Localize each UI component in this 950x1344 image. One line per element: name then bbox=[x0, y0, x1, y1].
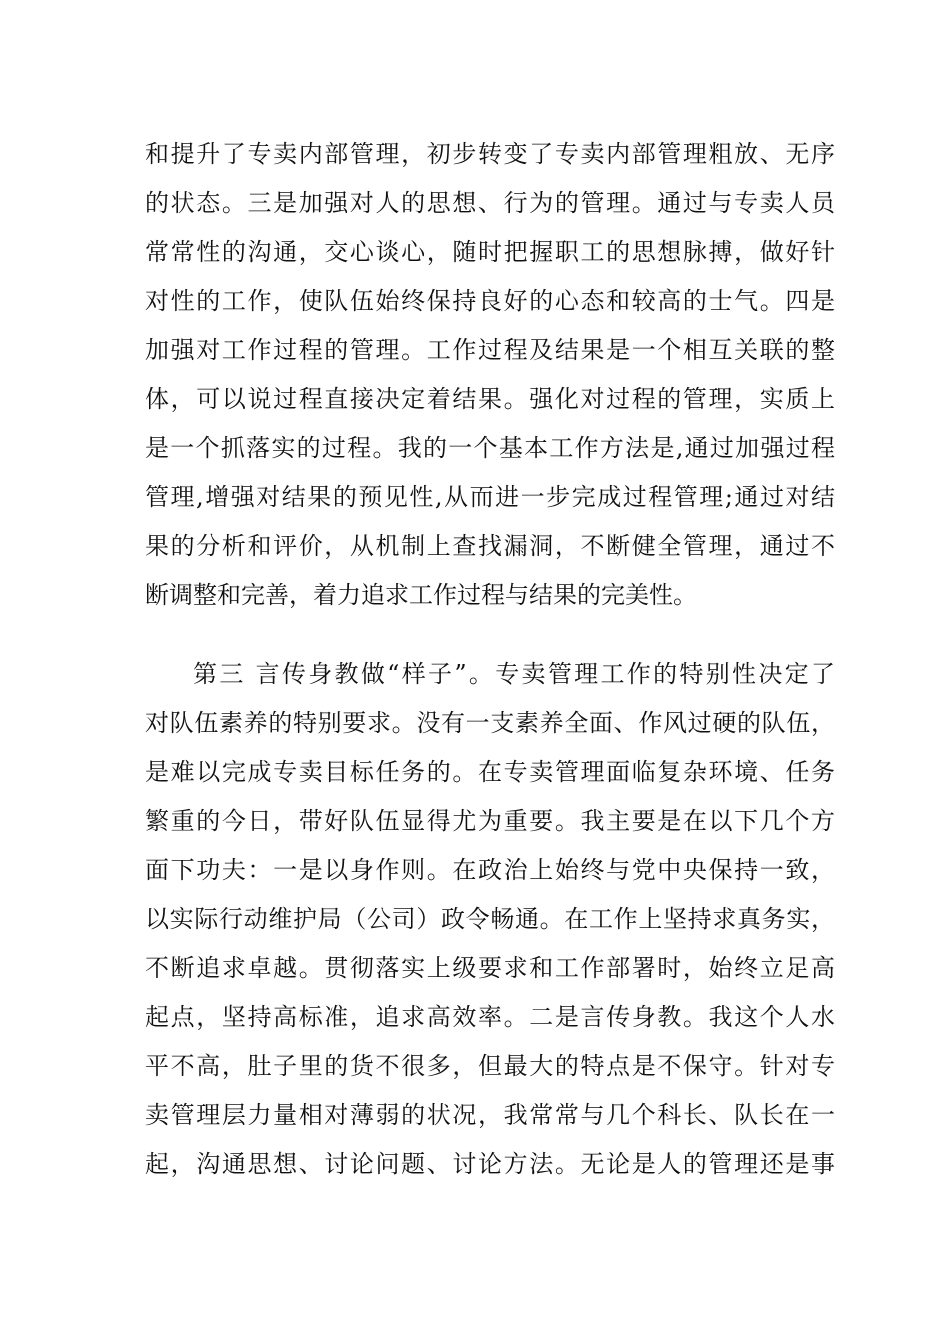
text-line: 和提升了专卖内部管理，初步转变了专卖内部管理粗放、无序 bbox=[145, 140, 835, 168]
text-line: 以实际行动维护局（公司）政令畅通。在工作上坚持求真务实， bbox=[145, 905, 835, 933]
text-line: 对队伍素养的特别要求。没有一支素养全面、作风过硬的队伍， bbox=[145, 709, 835, 737]
text-line: 起点，坚持高标准，追求高效率。二是言传身教。我这个人水 bbox=[145, 1003, 835, 1031]
text-line: 体，可以说过程直接决定着结果。强化对过程的管理，实质上 bbox=[145, 385, 835, 413]
text-line: 不断追求卓越。贯彻落实上级要求和工作部署时，始终立足高 bbox=[145, 954, 835, 982]
text-line: 管理,增强对结果的预见性,从而进一步完成过程管理;通过对结 bbox=[145, 483, 835, 511]
text-line: 卖管理层力量相对薄弱的状况，我常常与几个科长、队长在一 bbox=[145, 1101, 835, 1129]
text-line: 起，沟通思想、讨论问题、讨论方法。无论是人的管理还是事 bbox=[145, 1150, 835, 1178]
text-line: 面下功夫：一是以身作则。在政治上始终与党中央保持一致， bbox=[145, 856, 835, 884]
text-line: 平不高，肚子里的货不很多，但最大的特点是不保守。针对专 bbox=[145, 1052, 835, 1080]
text-line: 常常性的沟通，交心谈心，随时把握职工的思想脉搏，做好针 bbox=[145, 238, 835, 266]
text-line: 果的分析和评价，从机制上查找漏洞，不断健全管理，通过不 bbox=[145, 532, 835, 560]
text-line: 繁重的今日，带好队伍显得尤为重要。我主要是在以下几个方 bbox=[145, 807, 835, 835]
paragraph-management-process bbox=[145, 130, 835, 620]
text-line: 是难以完成专卖目标任务的。在专卖管理面临复杂环境、任务 bbox=[145, 758, 835, 786]
paragraph-lead-by-example bbox=[145, 650, 835, 1189]
text-line: 加强对工作过程的管理。工作过程及结果是一个相互关联的整 bbox=[145, 336, 835, 364]
text-line: 是一个抓落实的过程。我的一个基本工作方法是,通过加强过程 bbox=[145, 434, 835, 462]
text-line: 断调整和完善，着力追求工作过程与结果的完美性。 bbox=[145, 581, 697, 609]
text-line: 第三 言传身教做“样子”。专卖管理工作的特别性决定了 bbox=[193, 660, 835, 688]
text-line: 的状态。三是加强对人的思想、行为的管理。通过与专卖人员 bbox=[145, 189, 835, 217]
text-line: 对性的工作，使队伍始终保持良好的心态和较高的士气。四是 bbox=[145, 287, 835, 315]
